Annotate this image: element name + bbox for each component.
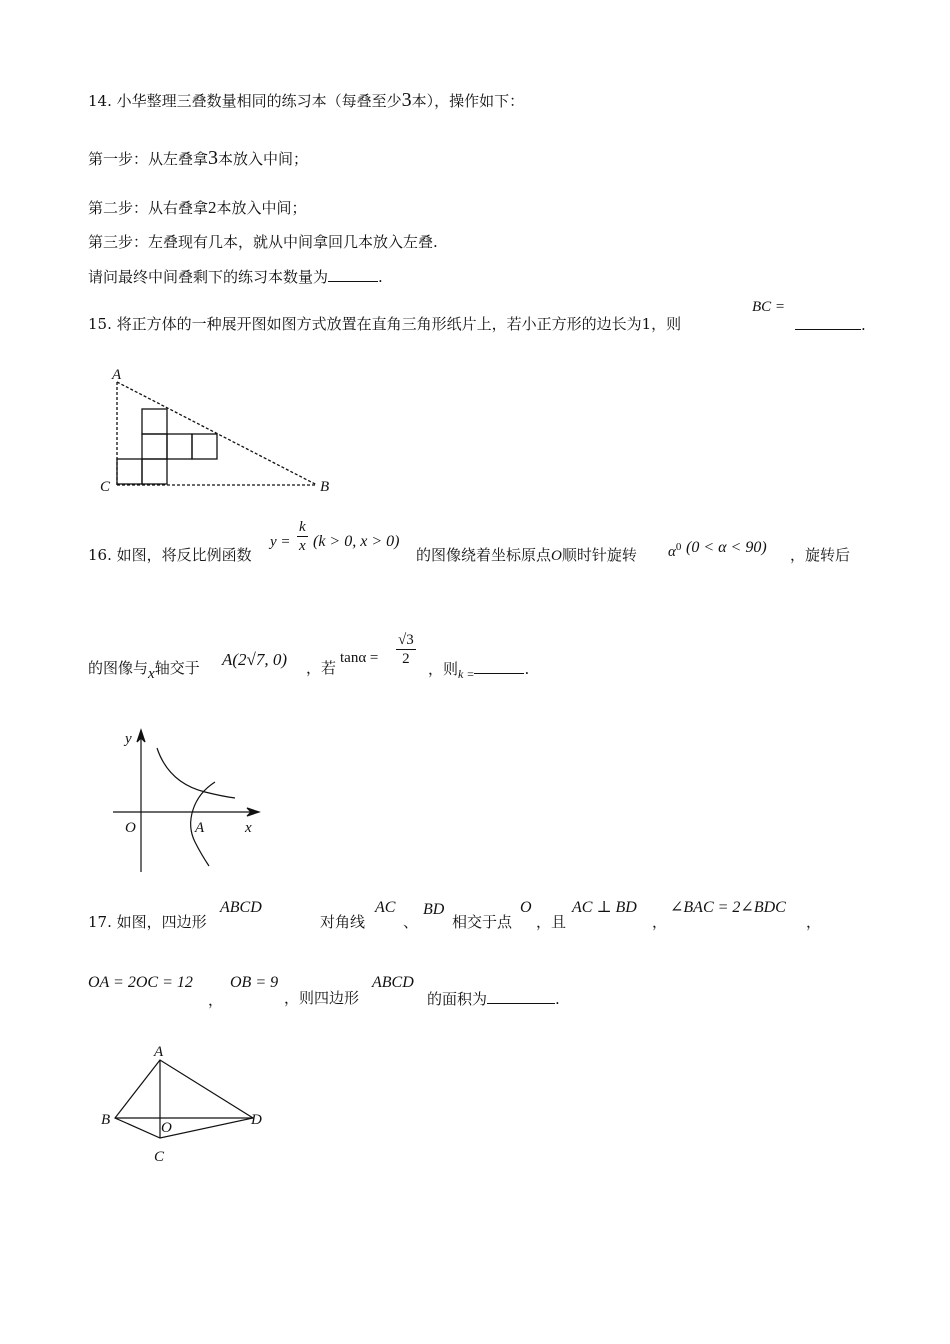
label-o: O bbox=[161, 1120, 172, 1136]
q16-fraction: $\frac{k}{x}$ bbox=[299, 519, 306, 554]
q17-comma2: ， bbox=[806, 913, 822, 931]
q17-stem: 17. 如图，四边形 bbox=[88, 913, 207, 931]
label-d: D bbox=[251, 1112, 262, 1128]
q17-o: O bbox=[520, 899, 532, 916]
q16-line2c: ，若 bbox=[306, 659, 337, 677]
q16-line1d: ，旋转后 bbox=[790, 546, 851, 564]
q16-cond: (k > 0, x > 0) bbox=[313, 533, 400, 550]
q17-angle: ∠BAC = 2∠BDC bbox=[670, 899, 786, 916]
q17-line2-comma: ， bbox=[208, 991, 224, 1009]
q16-line2: 的图像与x轴交于 bbox=[88, 659, 200, 682]
q17-comma: ， bbox=[652, 913, 668, 931]
q16-tan: tanα = bbox=[340, 650, 379, 666]
q16-line1: 16. 如图，将反比例函数 bbox=[88, 546, 252, 564]
q17-stem-c: 相交于点 bbox=[452, 913, 513, 931]
label-o: O bbox=[125, 820, 136, 836]
q17-abcd: ABCD bbox=[220, 899, 262, 916]
q16-y-eq: y = bbox=[270, 534, 291, 550]
q16-point-a: A(2√7, 0) bbox=[222, 650, 288, 669]
quadrilateral-abcd bbox=[115, 1060, 253, 1138]
net-square bbox=[192, 434, 217, 459]
q15-figure bbox=[95, 365, 335, 500]
q16-line1b: 的图像绕着坐标原点O顺时针旋转 bbox=[416, 546, 637, 564]
q16-range: (0 < α < 90) bbox=[686, 539, 767, 556]
q14-step1: 第一步：从左叠拿3本放入中间； bbox=[88, 147, 309, 169]
q17-ac: AC bbox=[375, 899, 396, 916]
q14-step2: 第二步：从右叠拿2本放入中间； bbox=[88, 198, 307, 217]
net-square bbox=[117, 459, 142, 484]
label-a: A bbox=[112, 367, 122, 383]
q17-bd: BD bbox=[423, 901, 445, 918]
net-square bbox=[142, 409, 167, 434]
label-a: A bbox=[154, 1044, 164, 1060]
q17-eq2: OB = 9 bbox=[230, 974, 279, 991]
label-a: A bbox=[195, 820, 205, 836]
q17-stem-b: 对角线 bbox=[320, 913, 366, 931]
q17-line2b: 的面积为 . bbox=[427, 990, 560, 1008]
q16-figure bbox=[105, 726, 270, 876]
q14-step3: 第三步：左叠现有几本，就从中间拿回几本放入左叠. bbox=[88, 233, 438, 251]
q16-alpha: $\alpha^0$ bbox=[668, 541, 682, 560]
label-c: C bbox=[154, 1149, 165, 1165]
answer-blank[interactable] bbox=[328, 266, 378, 282]
q15-stem: 15. 将正方体的一种展开图如图方式放置在直角三角形纸片上，若小正方形的边长为1，则 bbox=[88, 315, 682, 333]
q17-sep: 、 bbox=[403, 913, 419, 931]
q14-question: 请问最终中间叠剩下的练习本数量为 . bbox=[88, 268, 383, 286]
net-square bbox=[167, 434, 192, 459]
q17-figure bbox=[95, 1040, 275, 1170]
q16-line2d: ，则$_{k =}$ . bbox=[428, 660, 530, 681]
q17-line2a: ，则四边形 bbox=[284, 989, 360, 1007]
q17-stem-d: ，且 bbox=[536, 913, 567, 931]
q17-eq1: OA = 2OC = 12 bbox=[88, 974, 193, 991]
label-y: y bbox=[125, 731, 132, 747]
q17-perp: AC ⊥ BD bbox=[572, 899, 637, 916]
label-c: C bbox=[100, 479, 111, 495]
q14-stem: 14. 小华整理三叠数量相同的练习本（每叠至少3本），操作如下： bbox=[88, 89, 525, 111]
net-square bbox=[142, 434, 167, 459]
q15-answer: . bbox=[795, 314, 866, 335]
q16-tan-fraction: $\frac{√3}{2}$ bbox=[398, 632, 414, 667]
q15-bc-eq: BC = bbox=[752, 299, 786, 315]
answer-blank[interactable] bbox=[795, 314, 861, 330]
label-b: B bbox=[320, 479, 330, 495]
hyperbola-curve bbox=[157, 748, 235, 798]
q17-line2-abcd: ABCD bbox=[372, 974, 414, 991]
answer-blank[interactable] bbox=[474, 658, 524, 674]
net-square bbox=[142, 459, 167, 484]
label-b: B bbox=[101, 1112, 111, 1128]
label-x: x bbox=[245, 820, 252, 836]
answer-blank[interactable] bbox=[487, 988, 555, 1004]
